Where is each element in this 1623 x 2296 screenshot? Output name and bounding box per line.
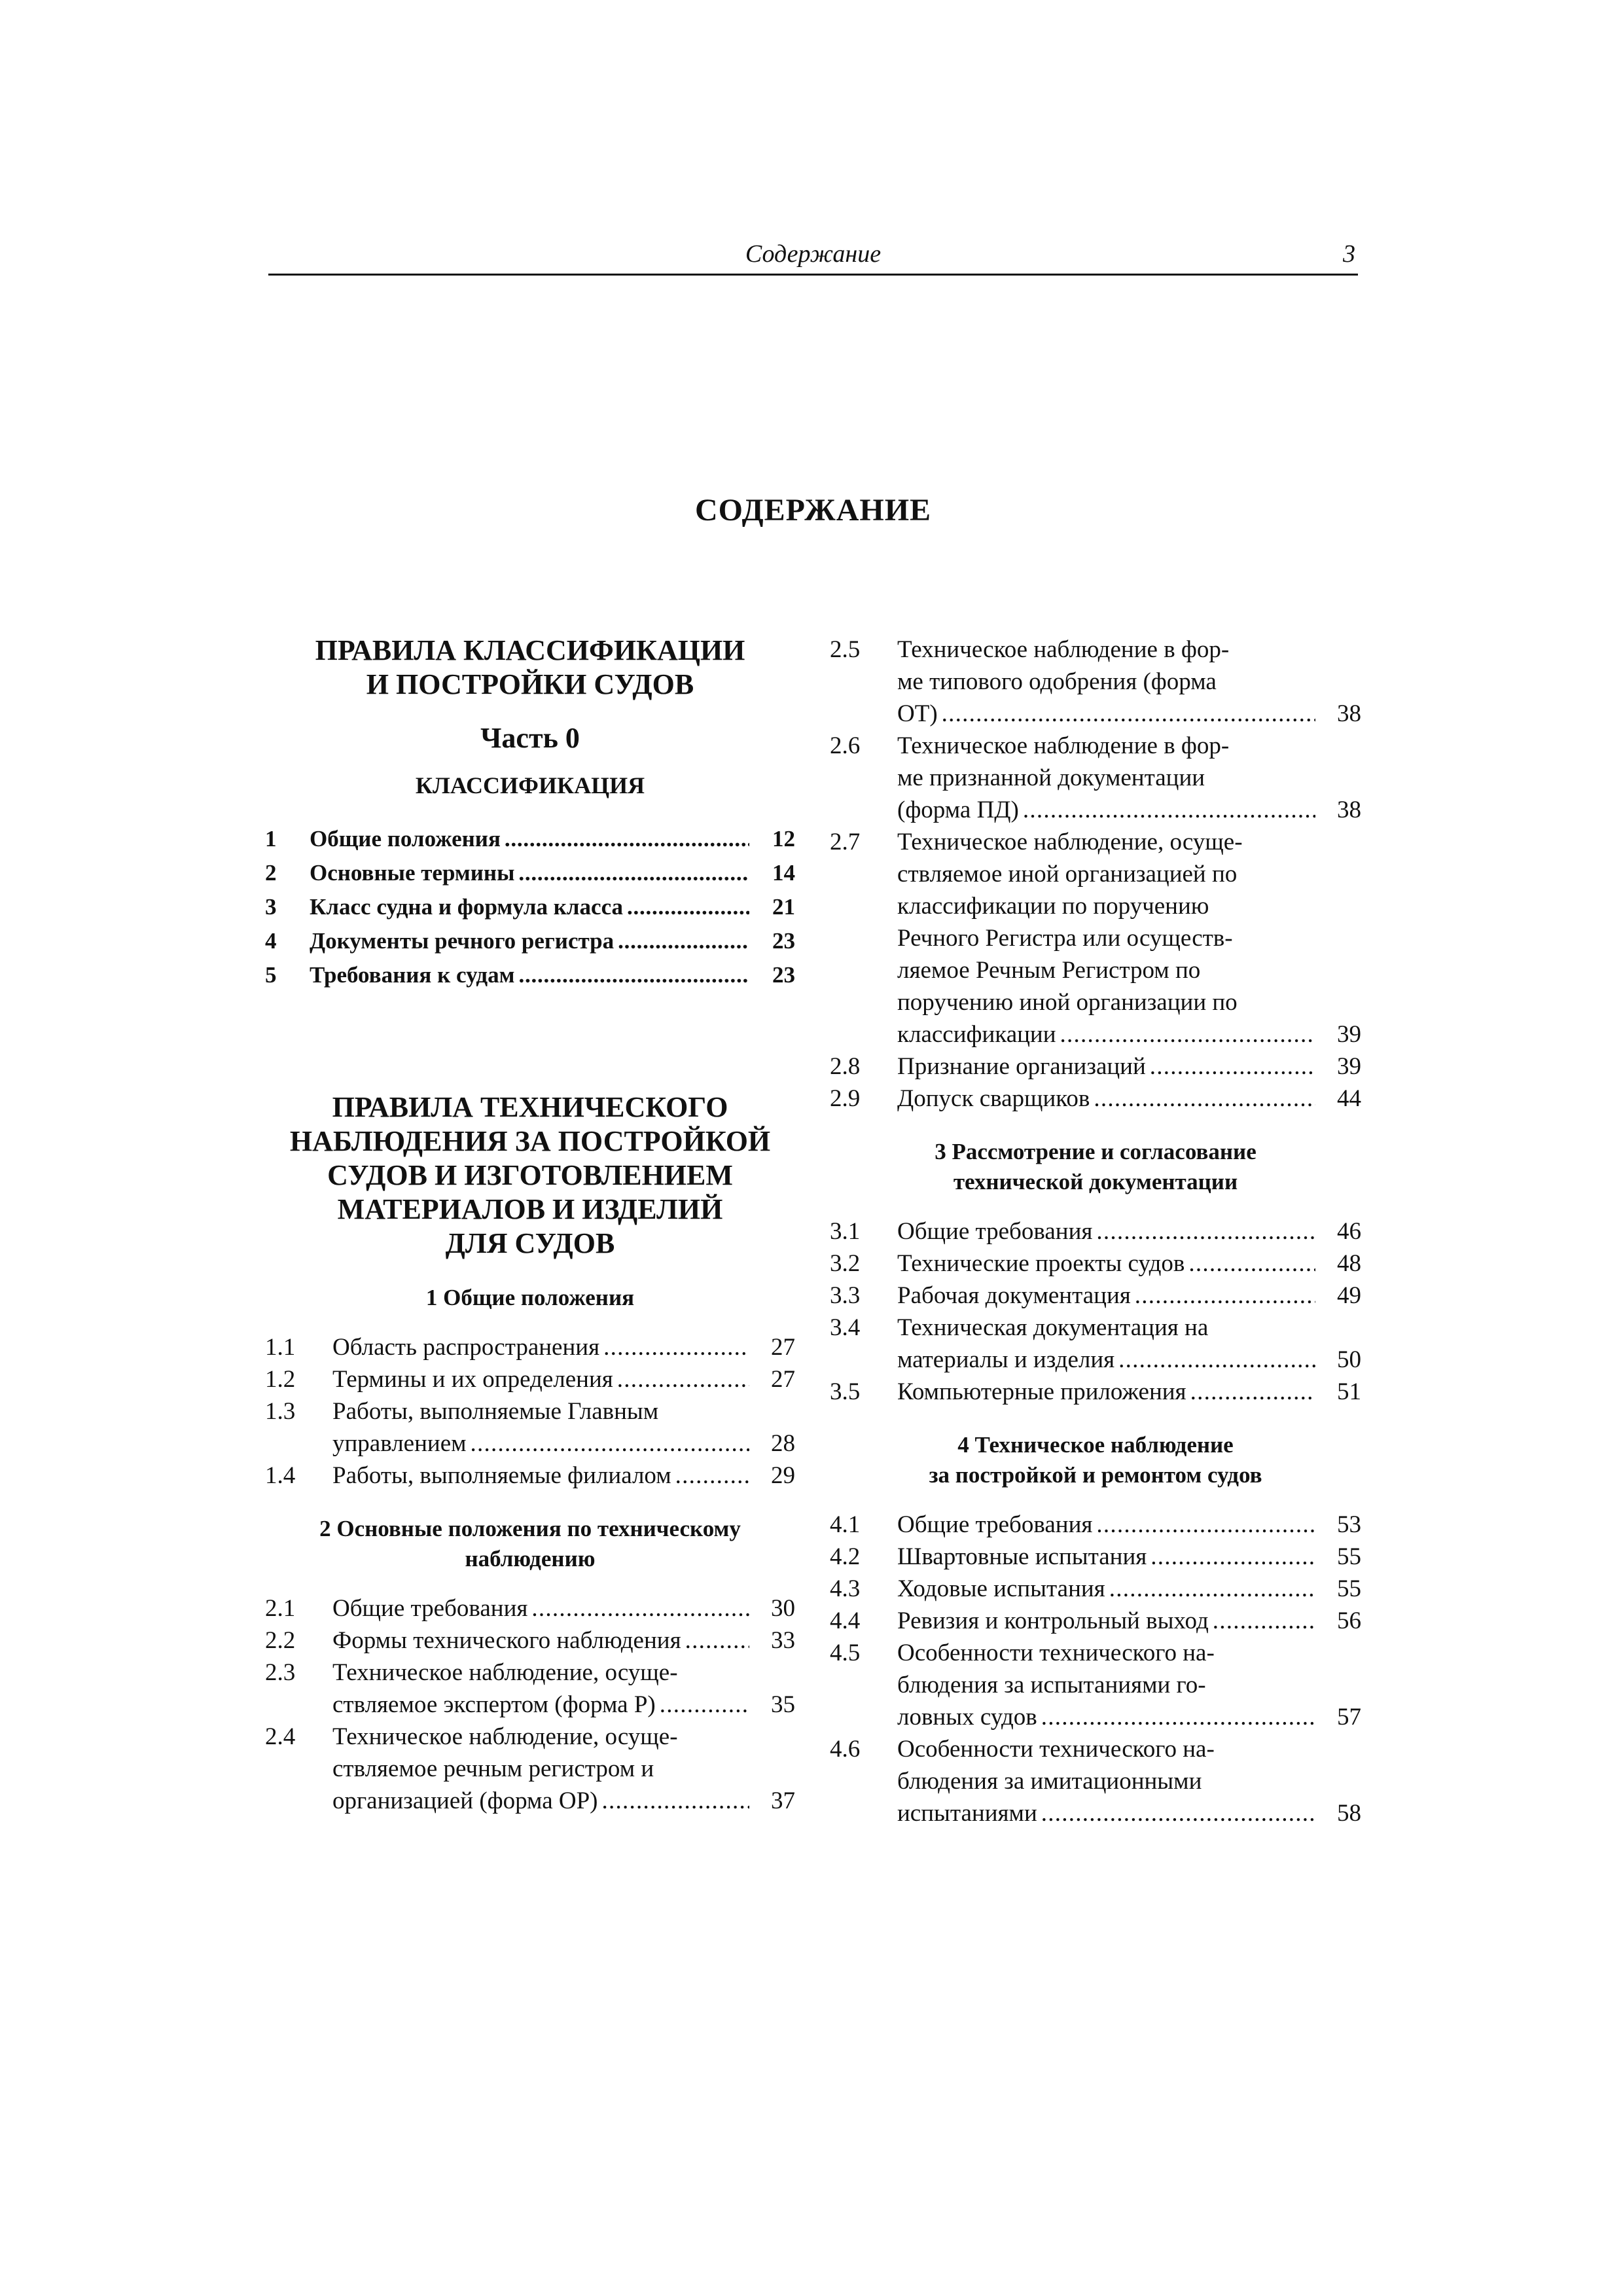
toc-entry-page: 27 — [771, 1334, 795, 1361]
part-subtitle: КЛАССИФИКАЦИЯ — [415, 772, 645, 798]
toc-left-column — [265, 634, 795, 1817]
toc-entry-page: 23 — [772, 962, 795, 988]
toc-entry — [830, 1637, 1361, 1733]
toc-leader-dots — [603, 1331, 749, 1363]
section-title-supervision-rules: ПРАВИЛА ТЕХНИЧЕСКОГО НАБЛЮДЕНИЯ ЗА ПОСТРОЙКОЙ СУДОВ И ИЗГОТОВЛЕНИЕМ МАТЕРИАЛОВ И ИЗДЕЛИЙ ДЛЯ СУДОВ — [289, 1091, 771, 1259]
toc-entry — [830, 826, 1361, 1050]
toc-entry-title: организацией (форма ОР) — [332, 1787, 598, 1814]
toc-entry-title: Допуск сварщиков — [897, 1085, 1090, 1112]
toc-entry-title: материалы и изделия — [897, 1346, 1115, 1373]
toc-entry-title: Ревизия и контрольный выход — [897, 1607, 1209, 1634]
toc-entry-page: 38 — [1337, 797, 1361, 823]
toc-entry — [265, 1657, 795, 1721]
toc-entry — [830, 1376, 1361, 1408]
toc-entry-page: 14 — [772, 860, 795, 886]
toc-leader-dots — [1060, 1018, 1315, 1050]
toc-entry — [830, 1733, 1361, 1829]
toc-entry-page: 29 — [771, 1462, 795, 1489]
toc-entry — [265, 822, 795, 856]
toc-entry-title: Технические проекты судов — [897, 1250, 1185, 1277]
toc-entry-text: Техническая документация на — [897, 1314, 1209, 1341]
toc-entry-title: Класс судна и формула класса — [310, 894, 624, 920]
toc-leader-dots — [1023, 794, 1315, 826]
toc-entry-text: Работы, выполняемые Главным — [332, 1398, 659, 1425]
toc-list-subsection-2a — [265, 1592, 795, 1817]
toc-entry-title: ловных судов — [897, 1704, 1037, 1731]
toc-entry-text: Техническое наблюдение в фор- ме типового одобрения (форма — [897, 636, 1230, 695]
toc-entry-number: 3 — [265, 894, 277, 920]
toc-entry-title: ОТ) — [897, 700, 938, 727]
toc-leader-dots — [675, 1460, 749, 1492]
toc-entry-page: 50 — [1337, 1346, 1361, 1373]
toc-entry-page: 12 — [772, 826, 795, 852]
toc-entry-page: 55 — [1337, 1575, 1361, 1602]
toc-entry — [830, 1573, 1361, 1605]
toc-entry — [265, 1363, 795, 1395]
toc-leader-dots — [505, 822, 749, 856]
toc-entry-page: 33 — [771, 1627, 795, 1654]
toc-entry-text: Особенности технического на- блюдения за испытаниями го- — [897, 1640, 1215, 1698]
toc-entry-title: Термины и их определения — [332, 1366, 613, 1393]
toc-entry-page: 35 — [771, 1691, 795, 1718]
toc-leader-dots — [1213, 1605, 1315, 1637]
toc-leader-dots — [617, 1363, 749, 1395]
subsection-title-4: 4 Техническое наблюдение за постройкой и ремонтом судов — [929, 1432, 1262, 1488]
toc-entry — [265, 958, 795, 992]
toc-leader-dots — [942, 698, 1315, 730]
toc-leader-dots — [1150, 1050, 1315, 1083]
toc-entry-page: 53 — [1337, 1511, 1361, 1538]
toc-entry — [830, 1280, 1361, 1312]
toc-list-subsection-4 — [830, 1509, 1361, 1829]
toc-leader-dots — [1096, 1509, 1315, 1541]
toc-entry-number: 4.4 — [830, 1607, 861, 1634]
toc-entry — [265, 924, 795, 958]
toc-entry-page: 38 — [1337, 700, 1361, 727]
toc-list-subsection-2b — [830, 634, 1361, 1115]
toc-entry — [265, 1624, 795, 1657]
toc-entry-text: Техническое наблюдение, осуще- — [332, 1659, 678, 1686]
toc-leader-dots — [1188, 1247, 1315, 1280]
spacer — [265, 992, 795, 1090]
toc-entry — [265, 1460, 795, 1492]
toc-leader-dots — [1190, 1376, 1315, 1408]
toc-entry-page: 30 — [771, 1595, 795, 1622]
toc-entry-page: 57 — [1337, 1704, 1361, 1731]
toc-leader-dots — [531, 1592, 749, 1624]
toc-entry-number: 3.4 — [830, 1314, 861, 1341]
toc-entry — [830, 1312, 1361, 1376]
toc-entry-page: 21 — [772, 894, 795, 920]
toc-entry-number: 3.1 — [830, 1218, 861, 1245]
subsection-title-2: 2 Основные положения по техническому наблюдению — [319, 1516, 741, 1571]
toc-entry — [265, 1721, 795, 1817]
toc-entry — [265, 1395, 795, 1460]
toc-leader-dots — [1118, 1344, 1315, 1376]
toc-entry-number: 2.2 — [265, 1627, 296, 1654]
toc-leader-dots — [1150, 1541, 1315, 1573]
toc-leader-dots — [602, 1785, 749, 1817]
toc-entry-number: 3.2 — [830, 1250, 861, 1277]
toc-entry — [265, 856, 795, 890]
toc-entry-page: 39 — [1337, 1053, 1361, 1080]
toc-entry — [830, 1083, 1361, 1115]
toc-entry-number: 4.2 — [830, 1543, 861, 1570]
toc-entry-title: Работы, выполняемые филиалом — [332, 1462, 671, 1489]
toc-entry-number: 1 — [265, 826, 277, 852]
toc-entry-page: 27 — [771, 1366, 795, 1393]
toc-entry-number: 4 — [265, 928, 277, 954]
toc-entry — [265, 1592, 795, 1624]
toc-entry-number: 2.6 — [830, 732, 861, 759]
toc-entry-number: 4.5 — [830, 1640, 861, 1666]
toc-entry-number: 1.1 — [265, 1334, 296, 1361]
toc-entry-title: испытаниями — [897, 1800, 1037, 1827]
toc-entry-title: Швартовные испытания — [897, 1543, 1147, 1570]
toc-entry-page: 48 — [1337, 1250, 1361, 1277]
toc-entry — [830, 730, 1361, 826]
toc-entry-number: 1.2 — [265, 1366, 296, 1393]
toc-entry-title: Общие требования — [897, 1218, 1093, 1245]
toc-entry-number: 2.1 — [265, 1595, 296, 1622]
toc-leader-dots — [1096, 1215, 1315, 1247]
toc-entry-text: Техническое наблюдение, осуще- ствляемое иной организацией по классификации по поручению Речного Регистра или осуществ- ляемое Речным Регистром по поручению иной организации по — [897, 829, 1243, 1016]
toc-leader-dots — [1094, 1083, 1315, 1115]
toc-entry-title: Компьютерные приложения — [897, 1378, 1186, 1405]
toc-entry-page: 55 — [1337, 1543, 1361, 1570]
toc-leader-dots — [1109, 1573, 1315, 1605]
toc-entry-title: (форма ПД) — [897, 797, 1019, 823]
toc-entry — [830, 1541, 1361, 1573]
toc-leader-dots — [1041, 1797, 1315, 1829]
toc-entry-number: 3.5 — [830, 1378, 861, 1405]
toc-entry — [830, 1215, 1361, 1247]
toc-entry-title: Основные термины — [310, 860, 515, 886]
toc-entry-number: 3.3 — [830, 1282, 861, 1309]
toc-entry-title: ствляемое экспертом (форма Р) — [332, 1691, 656, 1718]
toc-entry-title: Документы речного регистра — [310, 928, 615, 954]
toc-entry — [265, 890, 795, 924]
toc-leader-dots — [518, 958, 749, 992]
toc-leader-dots — [685, 1624, 749, 1657]
toc-entry-page: 49 — [1337, 1282, 1361, 1309]
toc-entry — [830, 1605, 1361, 1637]
toc-entry-page: 28 — [771, 1430, 795, 1457]
toc-list-classification — [265, 822, 795, 992]
toc-entry — [830, 1247, 1361, 1280]
subsection-title-3: 3 Рассмотрение и согласование технической документации — [935, 1139, 1257, 1194]
toc-entry-number: 2 — [265, 860, 277, 886]
toc-entry-number: 1.3 — [265, 1398, 296, 1425]
toc-entry-number: 4.3 — [830, 1575, 861, 1602]
toc-entry-title: Ходовые испытания — [897, 1575, 1105, 1602]
toc-leader-dots — [627, 890, 749, 924]
toc-entry-number: 2.4 — [265, 1723, 296, 1750]
toc-entry — [830, 634, 1361, 730]
toc-entry-title: Общие требования — [332, 1595, 528, 1622]
toc-entry-title: Формы технического наблюдения — [332, 1627, 681, 1654]
toc-entry-title: Требования к судам — [310, 962, 515, 988]
toc-leader-dots — [471, 1427, 749, 1460]
toc-entry-page: 44 — [1337, 1085, 1361, 1112]
toc-entry-title: Общие требования — [897, 1511, 1093, 1538]
toc-entry — [830, 1050, 1361, 1083]
toc-list-subsection-1 — [265, 1331, 795, 1492]
section-title-classification-rules: ПРАВИЛА КЛАССИФИКАЦИИ И ПОСТРОЙКИ СУДОВ — [315, 634, 745, 700]
toc-entry-page: 39 — [1337, 1021, 1361, 1048]
toc-right-column — [830, 634, 1361, 1829]
page-title: СОДЕРЖАНИЕ — [694, 493, 932, 528]
toc-entry-number: 1.4 — [265, 1462, 296, 1489]
toc-entry-page: 46 — [1337, 1218, 1361, 1245]
toc-list-subsection-3 — [830, 1215, 1361, 1408]
toc-entry-text: Техническое наблюдение, осуще- ствляемое речным регистром и — [332, 1723, 678, 1782]
toc-entry-number: 2.5 — [830, 636, 861, 663]
toc-entry-number: 5 — [265, 962, 277, 988]
toc-entry-page: 51 — [1337, 1378, 1361, 1405]
toc-entry-number: 2.9 — [830, 1085, 861, 1112]
toc-entry-text: Техническое наблюдение в фор- ме признанной документации — [897, 732, 1230, 791]
toc-entry-title: классификации — [897, 1021, 1056, 1048]
toc-entry — [265, 1331, 795, 1363]
toc-entry-number: 2.3 — [265, 1659, 296, 1686]
toc-entry-number: 2.7 — [830, 829, 861, 855]
toc-entry-text: Особенности технического на- блюдения за имитационными — [897, 1736, 1215, 1795]
toc-entry-page: 56 — [1337, 1607, 1361, 1634]
running-header — [268, 233, 1358, 276]
toc-entry — [830, 1509, 1361, 1541]
subsection-title-1: 1 Общие положения — [425, 1285, 635, 1310]
toc-entry-page: 58 — [1337, 1800, 1361, 1827]
toc-leader-dots — [618, 924, 749, 958]
part-title: Часть 0 — [480, 722, 580, 754]
toc-entry-page: 37 — [771, 1787, 795, 1814]
toc-entry-number: 4.6 — [830, 1736, 861, 1763]
toc-entry-title: Общие положения — [310, 826, 501, 852]
toc-entry-page: 23 — [772, 928, 795, 954]
toc-leader-dots — [1135, 1280, 1315, 1312]
toc-leader-dots — [1041, 1701, 1315, 1733]
toc-entry-title: Область распространения — [332, 1334, 600, 1361]
toc-entry-number: 4.1 — [830, 1511, 861, 1538]
toc-entry-title: управлением — [332, 1430, 467, 1457]
toc-entry-title: Рабочая документация — [897, 1282, 1131, 1309]
toc-entry-number: 2.8 — [830, 1053, 861, 1080]
toc-leader-dots — [518, 856, 749, 890]
toc-leader-dots — [660, 1689, 749, 1721]
page-number: 3 — [1343, 240, 1355, 268]
running-header-title: Содержание — [745, 240, 882, 268]
toc-entry-title: Признание организаций — [897, 1053, 1146, 1080]
